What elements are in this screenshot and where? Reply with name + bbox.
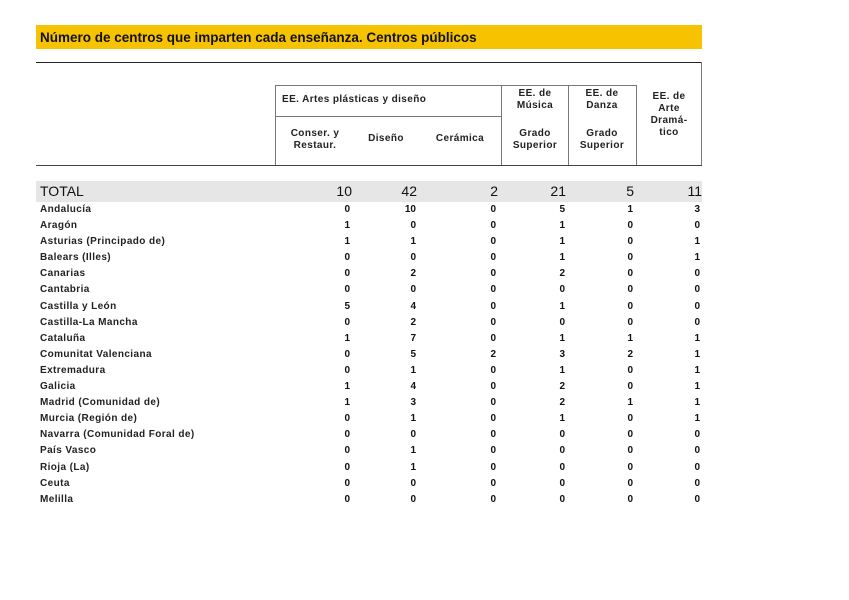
table-cell: 3 [559,348,565,360]
table-cell: 0 [627,220,633,232]
region-label: Aragón [40,220,78,232]
table-cell: 0 [344,268,350,280]
table-row [36,266,702,282]
table-cell: 0 [559,461,565,473]
total-value: 2 [490,183,498,199]
region-label: Asturias (Principado de) [40,236,166,248]
header-divider [636,85,637,165]
table-cell: 1 [627,397,633,409]
table-cell: 3 [410,397,416,409]
table-row [36,379,702,395]
table-cell: 0 [490,252,496,264]
table-cell: 0 [344,493,350,505]
table-row [36,282,702,298]
header-subgroup-rule [275,116,501,117]
table-row [36,234,702,250]
total-value: 10 [336,183,352,199]
header-divider [275,85,276,165]
region-label: Ceuta [40,477,70,489]
table-cell: 0 [694,268,700,280]
table-cell: 0 [344,284,350,296]
table-cell: 0 [627,284,633,296]
table-cell: 0 [410,284,416,296]
total-value: 21 [550,183,566,199]
table-cell: 0 [490,429,496,441]
table-cell: 1 [344,220,350,232]
region-label: País Vasco [40,445,97,457]
header-musica: EE. de Música [516,88,554,111]
region-label: Balears (Illes) [40,252,112,264]
header-bottom-rule [36,165,702,166]
region-label: Canarias [40,268,86,280]
table-cell: 1 [559,332,565,344]
table-cell: 2 [559,268,565,280]
table-cell: 2 [627,348,633,360]
table-cell: 0 [410,429,416,441]
header-divider [568,85,569,165]
table-cell: 1 [344,332,350,344]
table-cell: 0 [490,364,496,376]
header-grado-superior-danza: Grado Superior [579,128,625,151]
table-cell: 0 [627,252,633,264]
table-cell: 0 [627,300,633,312]
table-cell: 5 [410,348,416,360]
table-cell: 0 [344,477,350,489]
table-cell: 1 [694,397,700,409]
header-arte-dramatico: EE. de Arte Dramá- tico [650,91,688,138]
table-cell: 1 [344,381,350,393]
header-top-rule [36,62,702,63]
table-title: Número de centros que imparten cada enseñanza. Centros públicos [36,25,702,49]
table-row [36,476,702,492]
table-cell: 1 [559,300,565,312]
table-cell: 0 [627,236,633,248]
table-cell: 1 [627,204,633,215]
table-cell: 0 [694,493,700,505]
region-label: Galicia [40,381,76,393]
table-cell: 5 [559,204,565,215]
table-cell: 0 [344,445,350,457]
table-cell: 0 [627,493,633,505]
table-row [36,202,702,218]
table-row [36,411,702,427]
table-cell: 0 [490,236,496,248]
table-cell: 0 [627,429,633,441]
table-cell: 0 [344,348,350,360]
total-value: 42 [401,183,417,199]
region-label: Navarra (Comunidad Foral de) [40,429,195,441]
region-label: Cantabria [40,284,90,296]
table-cell: 2 [410,268,416,280]
table-cell: 1 [559,252,565,264]
table-cell: 0 [490,493,496,505]
table-cell: 0 [694,316,700,328]
table-cell: 1 [694,381,700,393]
region-rows [36,202,702,508]
table-cell: 0 [627,364,633,376]
table-cell: 1 [559,364,565,376]
header-conser-restaur: Conser. y Restaur. [290,128,340,151]
region-label: Castilla-La Mancha [40,316,138,328]
table-cell: 0 [559,429,565,441]
header-artes-group: EE. Artes plásticas y diseño [282,94,427,105]
table-row [36,315,702,331]
table-cell: 1 [694,236,700,248]
table-cell: 0 [627,413,633,425]
table-cell: 0 [490,413,496,425]
table-cell: 1 [559,413,565,425]
table-cell: 4 [410,381,416,393]
table-cell: 0 [627,316,633,328]
header-divider [501,85,502,165]
table-cell: 0 [344,429,350,441]
table-cell: 0 [344,316,350,328]
table-cell: 1 [694,348,700,360]
table-cell: 0 [490,284,496,296]
table-cell: 0 [490,397,496,409]
table-cell: 0 [344,364,350,376]
table-cell: 1 [694,252,700,264]
table-cell: 1 [344,397,350,409]
table-cell: 0 [627,445,633,457]
table-cell: 0 [559,493,565,505]
region-label: Andalucía [40,204,92,215]
region-label: Cataluña [40,332,86,344]
header-divider [701,62,702,165]
table-row [36,395,702,411]
header-ceramica: Cerámica [435,133,485,144]
table-cell: 0 [344,461,350,473]
table-row [36,427,702,443]
table-cell: 1 [559,236,565,248]
table-cell: 2 [559,381,565,393]
table-cell: 0 [490,268,496,280]
table-cell: 1 [694,364,700,376]
table-cell: 1 [410,413,416,425]
table-cell: 0 [344,204,350,215]
table-cell: 1 [627,332,633,344]
region-label: Extremadura [40,364,106,376]
table-cell: 0 [490,477,496,489]
table-row [36,460,702,476]
table-cell: 0 [490,300,496,312]
table-cell: 1 [410,461,416,473]
table-cell: 0 [490,220,496,232]
table-cell: 0 [410,477,416,489]
table-cell: 5 [344,300,350,312]
table-cell: 0 [627,461,633,473]
table-cell: 0 [694,220,700,232]
table-cell: 0 [627,268,633,280]
table-cell: 1 [559,220,565,232]
table-cell: 0 [490,204,496,215]
table-cell: 1 [410,364,416,376]
table-cell: 0 [490,461,496,473]
table-row [36,331,702,347]
table-row [36,347,702,363]
table-cell: 1 [694,413,700,425]
region-label: Comunitat Valenciana [40,348,152,360]
table-cell: 0 [694,445,700,457]
table-row [36,218,702,234]
table-cell: 0 [559,284,565,296]
total-value: 5 [626,183,634,199]
header-group-rule [275,85,637,86]
table-cell: 0 [694,284,700,296]
table-cell: 0 [559,316,565,328]
table-cell: 0 [627,477,633,489]
table-cell: 0 [694,461,700,473]
table-cell: 0 [410,252,416,264]
table-cell: 0 [694,300,700,312]
table-cell: 0 [344,413,350,425]
table-cell: 2 [490,348,496,360]
total-row [36,181,702,202]
table-cell: 3 [694,204,700,215]
total-value: 11 [687,183,702,199]
table-cell: 0 [490,381,496,393]
table-cell: 0 [694,429,700,441]
table-row [36,443,702,459]
table-cell: 10 [404,204,416,215]
table-cell: 0 [559,445,565,457]
header-grado-superior-musica: Grado Superior [512,128,558,151]
total-label: TOTAL [40,183,84,199]
table-cell: 0 [559,477,565,489]
table-cell: 2 [559,397,565,409]
header-diseno: Diseño [368,133,404,144]
table-cell: 1 [410,445,416,457]
region-label: Rioja (La) [40,461,90,473]
table-row [36,250,702,266]
table-cell: 4 [410,300,416,312]
table-row [36,492,702,508]
region-label: Madrid (Comunidad de) [40,397,161,409]
table-row [36,299,702,315]
table-row [36,363,702,379]
table-cell: 1 [410,236,416,248]
table-cell: 0 [410,493,416,505]
table-cell: 1 [344,236,350,248]
table-cell: 0 [694,477,700,489]
region-label: Melilla [40,493,74,505]
table-cell: 1 [694,332,700,344]
table-cell: 0 [490,332,496,344]
table-cell: 0 [490,316,496,328]
table-cell: 0 [627,381,633,393]
table-cell: 2 [410,316,416,328]
region-label: Castilla y León [40,300,117,312]
table-cell: 0 [490,445,496,457]
table-cell: 0 [344,252,350,264]
table-cell: 0 [410,220,416,232]
header-danza: EE. de Danza [585,88,619,111]
region-label: Murcia (Región de) [40,413,138,425]
table-cell: 7 [410,332,416,344]
